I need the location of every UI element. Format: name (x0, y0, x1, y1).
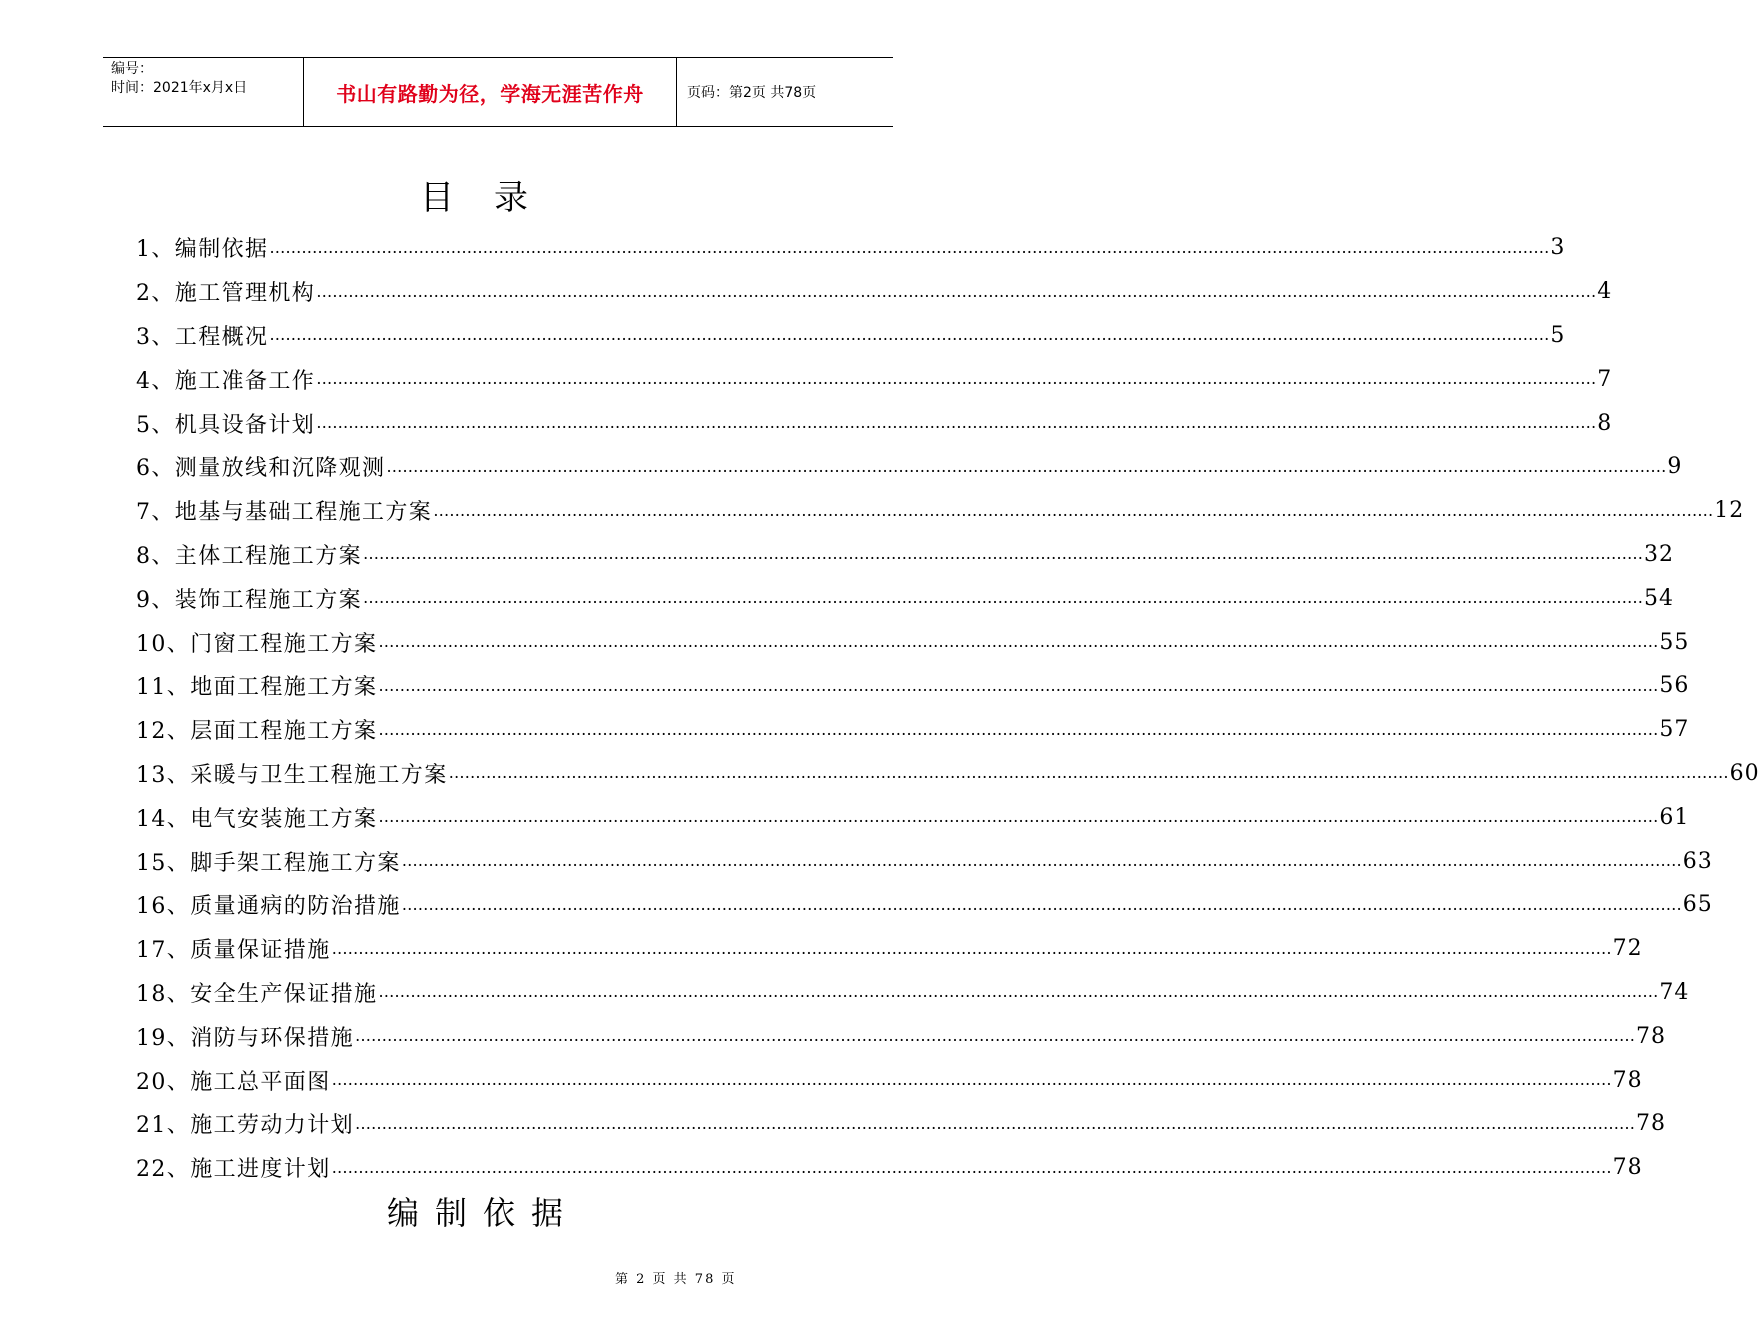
toc-entry-label: 3、工程概况 (136, 324, 269, 350)
section-heading: 编制依据 (386, 1194, 579, 1232)
toc-entry-label: 8、主体工程施工方案 (136, 543, 362, 569)
toc-dot-leader: …………………………………………………………………………………………………………………………………………………………………………………………………………………… (386, 456, 1667, 476)
page-header (103, 57, 893, 127)
toc-dot-leader: …………………………………………………………………………………………………………………………………………………………………………………………………………………… (331, 1157, 1612, 1177)
toc-dot-leader: …………………………………………………………………………………………………………………………………………………………………………………………………………………… (378, 807, 1659, 827)
toc-dot-leader: …………………………………………………………………………………………………………………………………………………………………………………………………………………… (363, 544, 1643, 564)
toc-entry-page: 7 (1597, 366, 1613, 392)
toc-entry-label: 9、装饰工程施工方案 (136, 587, 362, 613)
toc-dot-leader: …………………………………………………………………………………………………………………………………………………………………………………………………………………… (378, 982, 1659, 1002)
toc-entry-label: 20、施工总平面图 (136, 1069, 331, 1095)
toc-entry[interactable] (136, 270, 1613, 314)
toc-entry-page: 78 (1636, 1023, 1666, 1049)
toc-entry-page: 3 (1550, 235, 1566, 261)
toc-entry-page: 57 (1659, 717, 1690, 743)
toc-entry-page: 4 (1597, 279, 1613, 305)
toc-entry[interactable] (136, 401, 1613, 445)
toc-dot-leader: …………………………………………………………………………………………………………………………………………………………………………………………………………………… (331, 938, 1612, 958)
toc-entry-page: 12 (1714, 498, 1745, 524)
toc-entry-label: 10、门窗工程施工方案 (136, 631, 378, 657)
table-of-contents (136, 226, 1760, 1190)
toc-entry-label: 5、机具设备计划 (136, 412, 316, 438)
toc-entry-page: 5 (1550, 322, 1566, 348)
toc-entry[interactable] (136, 489, 1745, 533)
toc-entry[interactable] (136, 795, 1690, 839)
toc-entry-label: 15、脚手架工程施工方案 (136, 850, 401, 876)
toc-entry-label: 6、测量放线和沉降观测 (136, 456, 386, 482)
toc-dot-leader: …………………………………………………………………………………………………………………………………………………………………………………………………………………… (269, 237, 1550, 257)
toc-entry-page: 54 (1644, 585, 1674, 611)
toc-dot-leader: …………………………………………………………………………………………………………………………………………………………………………………………………………………… (401, 851, 1682, 871)
toc-dot-leader: …………………………………………………………………………………………………………………………………………………………………………………………………………………… (316, 281, 1597, 301)
toc-entry[interactable] (136, 708, 1690, 752)
toc-entry-label: 1、编制依据 (136, 237, 269, 263)
toc-dot-leader: …………………………………………………………………………………………………………………………………………………………………………………………………………………… (378, 675, 1659, 695)
toc-entry-page: 61 (1659, 804, 1690, 830)
toc-entry[interactable] (136, 664, 1690, 708)
toc-dot-leader: …………………………………………………………………………………………………………………………………………………………………………………………………………………… (355, 1113, 1635, 1133)
toc-entry-page: 60 (1729, 760, 1760, 786)
toc-entry-page: 56 (1659, 673, 1690, 699)
toc-entry[interactable] (136, 883, 1713, 927)
toc-entry[interactable] (136, 533, 1674, 577)
toc-entry-label: 14、电气安装施工方案 (136, 806, 378, 832)
toc-entry-page: 72 (1612, 936, 1643, 962)
toc-entry-page: 9 (1667, 454, 1683, 480)
header-meta-cell (103, 58, 304, 126)
toc-entry-page: 74 (1659, 979, 1690, 1005)
header-page-info: 页码：第2页 共78页 (687, 85, 817, 101)
document-time-label: 时间：2021年x月x日 (111, 80, 248, 96)
toc-entry-page: 78 (1612, 1155, 1643, 1181)
document-number-label: 编号： (111, 61, 153, 77)
toc-entry-page: 63 (1682, 848, 1713, 874)
toc-entry-label: 4、施工准备工作 (136, 368, 316, 394)
toc-entry-label: 22、施工进度计划 (136, 1157, 331, 1183)
toc-dot-leader: …………………………………………………………………………………………………………………………………………………………………………………………………………………… (331, 1070, 1612, 1090)
toc-entry-label: 13、采暖与卫生工程施工方案 (136, 762, 448, 788)
header-page-cell (677, 58, 893, 126)
toc-entry[interactable] (136, 357, 1613, 401)
toc-entry-label: 11、地面工程施工方案 (136, 675, 378, 701)
toc-entry-label: 18、安全生产保证措施 (136, 981, 378, 1007)
toc-dot-leader: …………………………………………………………………………………………………………………………………………………………………………………………………………………… (433, 500, 1714, 520)
toc-title: 目录 (420, 178, 568, 218)
toc-entry-label: 21、施工劳动力计划 (136, 1113, 354, 1139)
page-footer: 第 2 页 共 78 页 (615, 1272, 737, 1287)
toc-entry[interactable] (136, 620, 1690, 664)
toc-dot-leader: …………………………………………………………………………………………………………………………………………………………………………………………………………………… (316, 369, 1597, 389)
toc-entry[interactable] (136, 839, 1713, 883)
toc-entry-label: 7、地基与基础工程施工方案 (136, 500, 433, 526)
toc-entry[interactable] (136, 1102, 1666, 1146)
toc-entry-label: 17、质量保证措施 (136, 938, 331, 964)
toc-entry[interactable] (136, 576, 1674, 620)
toc-entry-label: 12、层面工程施工方案 (136, 719, 378, 745)
toc-entry[interactable] (136, 927, 1643, 971)
toc-dot-leader: …………………………………………………………………………………………………………………………………………………………………………………………………………………… (316, 413, 1597, 433)
toc-entry-page: 55 (1659, 629, 1690, 655)
toc-entry[interactable] (136, 752, 1760, 796)
toc-dot-leader: …………………………………………………………………………………………………………………………………………………………………………………………………………………… (363, 588, 1643, 608)
toc-dot-leader: …………………………………………………………………………………………………………………………………………………………………………………………………………………… (448, 763, 1729, 783)
toc-dot-leader: …………………………………………………………………………………………………………………………………………………………………………………………………………………… (269, 325, 1550, 345)
toc-entry-page: 65 (1682, 892, 1713, 918)
toc-entry[interactable] (136, 971, 1690, 1015)
toc-entry-page: 78 (1612, 1067, 1643, 1093)
toc-entry[interactable] (136, 1146, 1643, 1190)
toc-entry[interactable] (136, 445, 1683, 489)
toc-dot-leader: …………………………………………………………………………………………………………………………………………………………………………………………………………………… (401, 894, 1682, 914)
toc-entry-label: 16、质量通病的防治措施 (136, 894, 401, 920)
toc-entry-label: 2、施工管理机构 (136, 281, 316, 307)
toc-entry[interactable] (136, 1014, 1666, 1058)
header-motto-cell (304, 58, 677, 126)
toc-entry-page: 32 (1644, 541, 1674, 567)
header-motto: 书山有路勤为径，学海无涯苦作舟 (336, 81, 644, 106)
toc-dot-leader: …………………………………………………………………………………………………………………………………………………………………………………………………………………… (378, 632, 1659, 652)
toc-entry[interactable] (136, 226, 1566, 270)
toc-entry-page: 78 (1636, 1111, 1666, 1137)
toc-entry[interactable] (136, 1058, 1643, 1102)
toc-entry-page: 8 (1597, 410, 1613, 436)
toc-dot-leader: …………………………………………………………………………………………………………………………………………………………………………………………………………………… (378, 719, 1659, 739)
toc-entry-label: 19、消防与环保措施 (136, 1025, 354, 1051)
toc-dot-leader: …………………………………………………………………………………………………………………………………………………………………………………………………………………… (355, 1026, 1635, 1046)
toc-entry[interactable] (136, 314, 1566, 358)
